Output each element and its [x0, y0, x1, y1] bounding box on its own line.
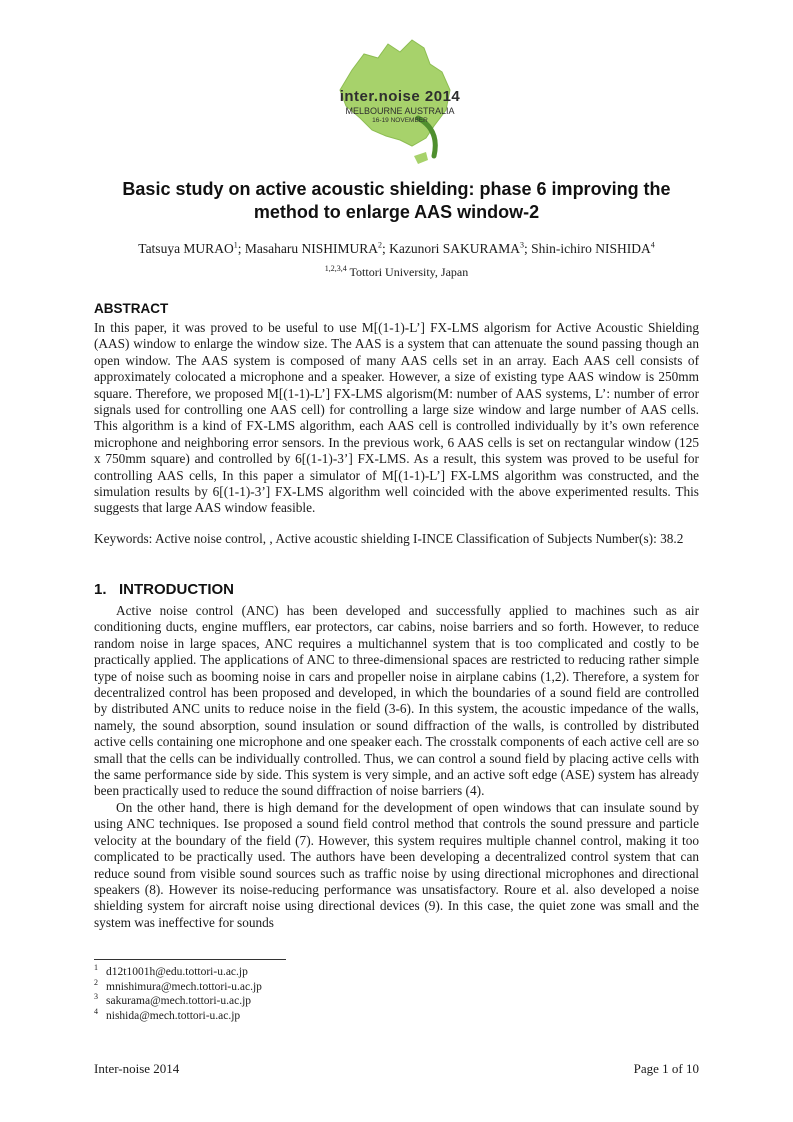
footnote: 3 sakurama@mech.tottori-u.ac.jp: [94, 992, 252, 1007]
keywords: Keywords: Active noise control, , Active acoustic shielding I-INCE Classification of Subjects Number(s): 38.2: [94, 531, 684, 546]
footnote: 2 mnishimura@mech.tottori-u.ac.jp: [94, 977, 262, 993]
author-list: [60, 241, 733, 257]
author: Tatsuya MURAO$^1$;: [138, 240, 245, 256]
paragraph: On the other hand, there is high demand for the development of open windows that can insulate sound by using ANC techniques. Ise proposed a sound field control method that controls the sound pressure and particle velocity at the boundary of the field (7). However, this system requires multiple channel control, making it too complicated to be practically used. The authors have been developing a decentralized control system that can reduce sound from visible sound sources such as traffic noise by using directional microphones and directional speakers (8). However its noise-reducing performance was unsatisfactory. Roure et al. also developed a noise shielding system for aircraft noise using directional devices (9). In this case, the quiet zone was small and the system was ineffective for sounds: [94, 799, 699, 930]
footnote-divider: [94, 959, 286, 960]
footer-page-number: Page 1 of 10: [633, 1061, 699, 1076]
paragraph: Active noise control (ANC) has been developed and successfully applied to machines such as air conditioning ducts, engine mufflers, ear protectors, car cabins, noise barriers and so forth. However, to reduce random noise in large spaces, ANC requires a multichannel system that is too complicated and costly to be practically applied. The applications of ANC to three-dimensional spaces are restricted to reducing rather simple type of noise such as booming noise in cars and propeller noise in airplane cabins (1,2). Therefore, a system for decentralized control has been proposed and developed, in which the boundaries of a sound field are controlled by distributed ANC units to reduce noise in the field (3-6). In this system, the acoustic impedance of the walls, namely, the sound absorption, sound insulation or sound diffraction of the walls, is controlled by distributed active cells containing one microphone and one speaker each. The crosstalk components of each active cell are so small that the cells can be individually controlled. Thus, we can control a sound field by placing active cells with the same performance side by side. This system is very simple, and an active soft edge (ASE) system has already been practically used to reduce the sound diffraction of noise barriers (4).: [94, 603, 699, 799]
introduction-body: [94, 603, 699, 931]
footnotes: [94, 965, 262, 1023]
logo-title: inter.noise 2014: [339, 88, 461, 105]
section-heading-introduction: 1. INTRODUCTION: [94, 581, 235, 598]
title-line-2: method to enlarge AAS window-2: [253, 202, 540, 222]
abstract-heading: ABSTRACT: [94, 301, 169, 316]
author: Kazunori SAKURAMA$^3$;: [389, 240, 532, 256]
logo-dates: 16-19 NOVEMBER: [372, 117, 428, 124]
abstract-text: In this paper, it was proved to be useful to use M[(1-1)-L’] FX-LMS algorism for Active Acoustic Shielding (AAS) window to enlarge the window size. The AAS is a system that can attenuate the sound passing though an open window. The AAS system is composed of many AAS cells set in an array. Each AAS cell consists of approximately colocated a microphone and a speaker. However, a size of existing type AAS window is 250mm square. Therefore, we proposed M[(1-1)-L’] FX-LMS algorism(M: number of AAS systems, L’: number of error signals used for controlling one AAS cell) for controlling a large size window and large number of AAS cells. This algorithm is a kind of FX-LMS algorithm, each AAS cell is controlled individually by it’s own reference microphone and neighboring error sensors. In the previous work, 6 AAS cells is set on rectangular window (125 x 750mm square) and controlled by 6[(1-1)-3’] FX-LMS. As a result, this system was proved to be useful for controlling AAS cells, In this paper a simulator of M[(1-1)-L’] FX-LMS algorithm was constructed, and the simulation results by 6[(1-1)-3’] FX-LMS algorithm well coincided with the above experimented results. This suggests that large AAS window feasible.: [94, 320, 699, 516]
affiliation: $^{1,2,3,4}$ Tottori University, Japan: [324, 264, 469, 279]
author: Shin-ichiro NISHIDA$^4$: [531, 240, 655, 256]
conference-logo: [330, 30, 470, 170]
footer-conference: Inter-noise 2014: [94, 1061, 180, 1076]
footnote: 4 nishida@mech.tottori-u.ac.jp: [94, 1006, 241, 1022]
title-line-1: Basic study on active acoustic shielding: phase 6 improving the: [122, 179, 671, 199]
paper-title: [60, 178, 733, 224]
logo-location: MELBOURNE AUSTRALIA: [345, 106, 455, 116]
footnote: 1 d12t1001h@edu.tottori-u.ac.jp: [94, 963, 248, 978]
author: Masaharu NISHIMURA$^2$;: [244, 240, 390, 256]
